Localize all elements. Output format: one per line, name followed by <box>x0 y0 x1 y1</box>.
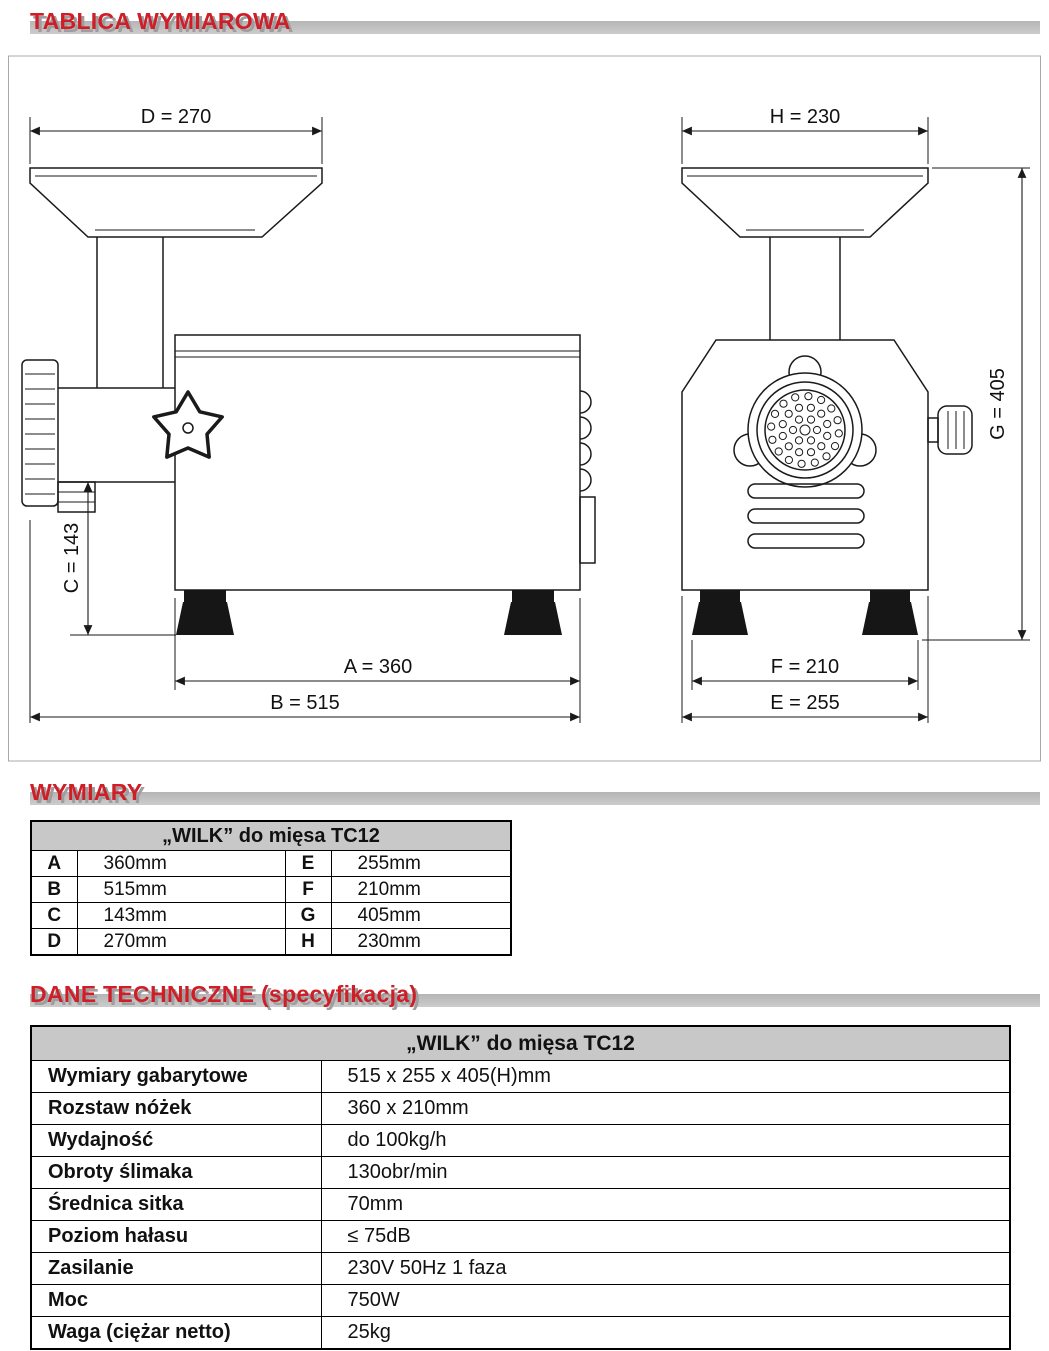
spec-label: Poziom hałasu <box>31 1221 321 1253</box>
spec-value: 230V 50Hz 1 faza <box>321 1253 1010 1285</box>
dim-key: F <box>285 877 331 903</box>
dim-label-f: F = 210 <box>770 656 840 678</box>
table-row <box>31 1221 1010 1253</box>
table-header-row <box>31 1026 1010 1061</box>
spec-label: Waga (ciężar netto) <box>31 1317 321 1350</box>
section-header-wymiary <box>30 779 1040 813</box>
table-row <box>31 1285 1010 1317</box>
side-view-grinder-head <box>22 360 175 512</box>
dim-value: 210mm <box>331 877 511 903</box>
table-row <box>31 1061 1010 1093</box>
dim-value: 360mm <box>77 851 285 877</box>
table-row <box>31 1189 1010 1221</box>
table-row <box>31 1125 1010 1157</box>
dim-label-h: H = 230 <box>769 106 841 128</box>
spec-value: 750W <box>321 1285 1010 1317</box>
front-view-neck <box>770 237 840 340</box>
specs-table-title: „WILK” do mięsa TC12 <box>31 1026 1010 1061</box>
dim-key: B <box>31 877 77 903</box>
table-row <box>31 1093 1010 1125</box>
dim-value: 255mm <box>331 851 511 877</box>
dim-label-b: B = 515 <box>270 692 340 714</box>
grinder-plate <box>734 356 876 487</box>
spec-value: 515 x 255 x 405(H)mm <box>321 1061 1010 1093</box>
star-knob <box>154 392 222 457</box>
spec-value: ≤ 75dB <box>321 1221 1010 1253</box>
table-header-row <box>31 821 511 851</box>
spec-label: Zasilanie <box>31 1253 321 1285</box>
table-row <box>31 929 511 956</box>
table-row <box>31 1157 1010 1189</box>
spec-label: Obroty ślimaka <box>31 1157 321 1189</box>
dim-key: A <box>31 851 77 877</box>
spec-value: do 100kg/h <box>321 1125 1010 1157</box>
dimension-h <box>682 106 928 164</box>
front-view-tray <box>682 168 928 237</box>
vent-slots <box>748 484 864 548</box>
spec-value: 130obr/min <box>321 1157 1010 1189</box>
technical-data-table <box>30 1025 1011 1350</box>
dim-value: 270mm <box>77 929 285 956</box>
dim-key: E <box>285 851 331 877</box>
side-view-neck <box>97 237 163 388</box>
dim-label-d: D = 270 <box>140 106 212 128</box>
dim-value: 515mm <box>77 877 285 903</box>
side-view-tray <box>30 168 322 237</box>
front-view <box>682 106 1030 723</box>
section-header-dane-techniczne <box>30 981 1040 1015</box>
dimension-c <box>61 482 176 635</box>
table-row <box>31 1253 1010 1285</box>
spec-value: 25kg <box>321 1317 1010 1350</box>
table-row <box>31 851 511 877</box>
page-title: TABLICA WYMIAROWA <box>30 8 291 34</box>
dim-key: C <box>31 903 77 929</box>
side-knob <box>928 406 972 454</box>
technical-drawing <box>0 55 1049 770</box>
dim-key: G <box>285 903 331 929</box>
spec-label: Rozstaw nóżek <box>31 1093 321 1125</box>
dimension-b <box>30 520 580 723</box>
table-row <box>31 877 511 903</box>
drawing-frame <box>9 56 1041 761</box>
side-view-feet <box>176 590 562 635</box>
section-title: DANE TECHNICZNE (specyfikacja) <box>30 981 418 1007</box>
spec-value: 360 x 210mm <box>321 1093 1010 1125</box>
section-title: WYMIARY <box>30 779 143 805</box>
table-row <box>31 1317 1010 1350</box>
front-view-feet <box>692 590 918 635</box>
dim-key: H <box>285 929 331 956</box>
dim-label-a: A = 360 <box>343 656 413 678</box>
dimensions-table-title: „WILK” do mięsa TC12 <box>31 821 511 851</box>
dim-key: D <box>31 929 77 956</box>
section-header-tablica <box>30 8 1040 42</box>
table-row <box>31 903 511 929</box>
spec-label: Moc <box>31 1285 321 1317</box>
spec-label: Wymiary gabarytowe <box>31 1061 321 1093</box>
dimension-d <box>30 106 322 164</box>
dim-label-g: G = 405 <box>987 368 1009 440</box>
header-bar <box>30 792 1040 805</box>
dim-value: 405mm <box>331 903 511 929</box>
dim-label-c: C = 143 <box>61 522 83 594</box>
side-view-body <box>175 335 595 590</box>
spec-label: Średnica sitka <box>31 1189 321 1221</box>
dimensions-table <box>30 820 512 956</box>
dim-value: 143mm <box>77 903 285 929</box>
dimension-g <box>922 168 1030 640</box>
dim-value: 230mm <box>331 929 511 956</box>
side-view <box>22 106 595 723</box>
spec-value: 70mm <box>321 1189 1010 1221</box>
dim-label-e: E = 255 <box>770 692 840 714</box>
dimension-f <box>692 640 918 690</box>
spec-label: Wydajność <box>31 1125 321 1157</box>
